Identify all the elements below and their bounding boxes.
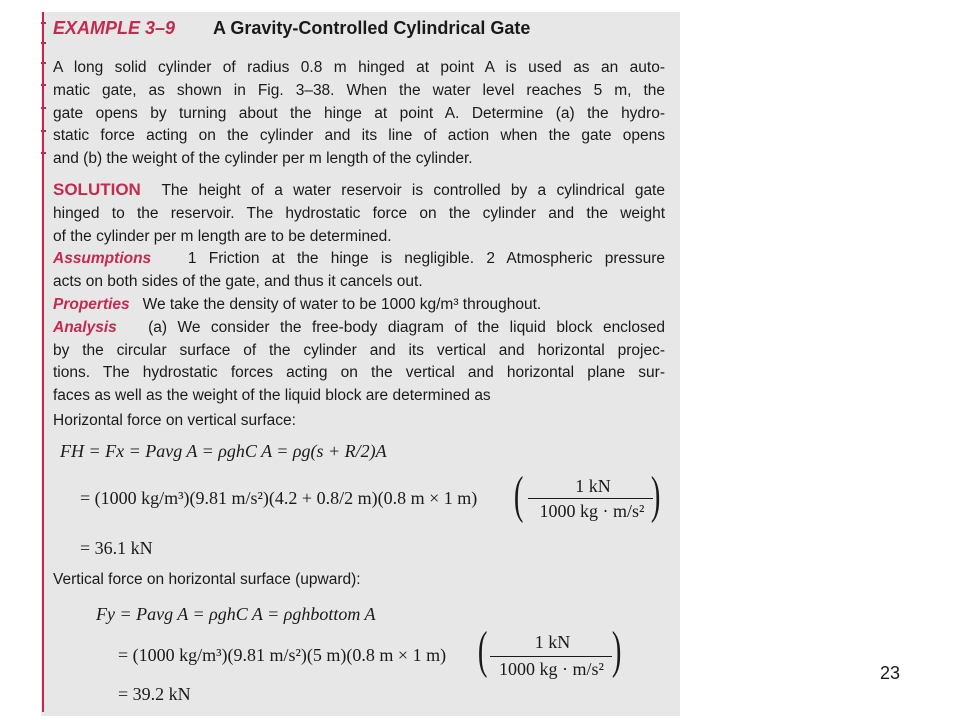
assumptions-line: acts on both sides of the gate, and thus it cancels out.	[53, 273, 423, 291]
horizontal-frac-den: 1000 kg · m/s²	[539, 501, 645, 521]
vertical-frac-num: 1 kN	[534, 632, 571, 652]
analysis-line: (a) We consider the free-body diagram of the liquid block enclosed	[148, 318, 665, 336]
assumptions-line: 1 Friction at the hinge is negligible. 2 Atmospheric pressure	[187, 250, 665, 268]
open-paren: (	[513, 467, 524, 524]
solution-line: The height of a water reservoir is controlled by a cylindrical gate	[161, 182, 665, 199]
solution-line: of the cylinder per m length are to be determined.	[53, 227, 392, 245]
open-paren: (	[477, 622, 488, 679]
margin-tick	[41, 42, 46, 44]
fraction-bar	[490, 656, 612, 657]
problem-line: A long solid cylinder of radius 0.8 m hinged at point A is used as an auto-	[53, 59, 665, 76]
example-title: A Gravity-Controlled Cylindrical Gate	[213, 18, 531, 38]
vertical-equation-1: Fy = Pavg A = ρghC A = ρghbottom A	[96, 604, 376, 624]
page-number: 23	[880, 663, 901, 683]
analysis-label: Analysis	[53, 318, 117, 336]
example-header	[53, 18, 531, 39]
properties-text: We take the density of water to be 1000 kg/m³ throughout.	[142, 295, 542, 313]
horizontal-frac-num: 1 kN	[575, 476, 611, 496]
problem-line: gate opens by turning about the hinge at point A. Determine (a) the hydro-	[53, 104, 665, 122]
horizontal-heading: Horizontal force on vertical surface:	[53, 412, 296, 429]
horizontal-equation-2: = (1000 kg/m³)(9.81 m/s²)(4.2 + 0.8/2 m)(0.8 m × 1 m)	[80, 488, 478, 508]
close-paren: )	[611, 622, 622, 679]
problem-statement	[53, 57, 665, 171]
vertical-heading-wrap	[53, 569, 665, 592]
solution-block	[53, 179, 665, 408]
margin-tick	[41, 22, 46, 24]
example-label: EXAMPLE 3–9	[53, 18, 176, 38]
margin-rule	[42, 12, 44, 712]
vertical-result: = 39.2 kN	[118, 684, 191, 704]
analysis-line: tions. The hydrostatic forces acting on the vertical and horizontal plane sur-	[53, 364, 665, 382]
properties-label: Properties	[53, 295, 130, 313]
margin-tick	[41, 152, 46, 154]
margin-tick	[41, 62, 46, 64]
margin-tick	[41, 107, 46, 109]
horizontal-heading-wrap	[53, 410, 665, 433]
horizontal-result: = 36.1 kN	[80, 538, 153, 558]
solution-label: SOLUTION	[53, 180, 141, 199]
vertical-equation-2: = (1000 kg/m³)(9.81 m/s²)(5 m)(0.8 m × 1 m)	[118, 645, 447, 665]
margin-tick	[41, 130, 46, 132]
horizontal-equation-1: FH = Fx = Pavg A = ρghC A = ρg(s + R/2)A	[60, 441, 387, 461]
margin-tick	[41, 84, 46, 86]
vertical-heading: Vertical force on horizontal surface (upward):	[53, 571, 361, 588]
problem-line: static force acting on the cylinder and its line of action when the gate opens	[53, 127, 665, 145]
problem-line: and (b) the weight of the cylinder per m length of the cylinder.	[53, 150, 473, 168]
problem-line: matic gate, as shown in Fig. 3–38. When the water level reaches 5 m, the	[53, 81, 665, 99]
solution-line: hinged to the reservoir. The hydrostatic force on the cylinder and the weight	[53, 204, 665, 222]
close-paren: )	[650, 467, 661, 524]
vertical-frac-den: 1000 kg · m/s²	[499, 659, 604, 679]
fraction-bar	[528, 498, 653, 499]
assumptions-label: Assumptions	[53, 250, 152, 268]
analysis-line: faces as well as the weight of the liquid block are determined as	[53, 387, 491, 405]
analysis-line: by the circular surface of the cylinder and its vertical and horizontal projec-	[53, 341, 665, 359]
